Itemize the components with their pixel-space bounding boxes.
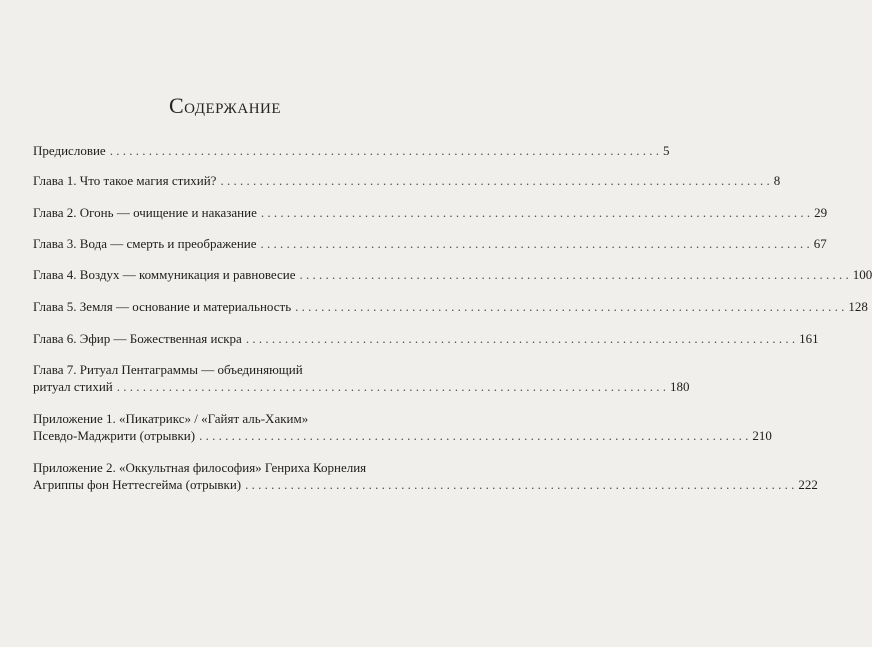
toc-entry-title: Глава 5. Земля — основание и материальность: [33, 299, 292, 314]
toc-page-number: 5: [662, 143, 670, 158]
toc-entry-title: Приложение 2. «Оккультная философия» Генриха Корнелия: [33, 460, 367, 475]
toc-entry-appendix-2: [33, 460, 818, 493]
toc-page-number: 222: [798, 476, 818, 492]
toc-entry-title-continued: Агриппы фон Неттесгейма (отрывки): [33, 476, 242, 492]
toc-entry-title: Глава 7. Ритуал Пентаграммы — объединяющий: [33, 362, 303, 377]
toc-page-number: 8: [773, 173, 781, 188]
toc-entry-preface: [33, 143, 669, 160]
toc-page-number: 100: [852, 267, 872, 282]
toc-page-number: 29: [814, 205, 828, 220]
dot-leader: [261, 236, 810, 253]
toc-entry-title: Глава 1. Что такое магия стихий?: [33, 173, 217, 188]
toc-entry-title: Предисловие: [33, 143, 106, 158]
page-title: Содержание: [168, 93, 282, 118]
toc-entry-chapter-7: [33, 362, 690, 395]
toc-entry-title: Приложение 1. «Пикатрикс» / «Гайят аль-Хаким»: [33, 411, 309, 426]
dot-leader: [117, 379, 666, 396]
toc-entry-title: Глава 4. Воздух — коммуникация и равновесие: [33, 267, 296, 282]
toc-entry-chapter-2: [33, 205, 828, 222]
toc-entry-chapter-3: [33, 236, 827, 253]
toc-entry-title: Глава 3. Вода — смерть и преображение: [33, 236, 257, 251]
toc-page-number: 180: [670, 378, 690, 394]
toc-page-number: 210: [752, 427, 772, 443]
toc-page-number: 128: [848, 299, 868, 314]
dot-leader: [199, 428, 748, 445]
toc-entry-title-continued: ритуал стихий: [33, 378, 113, 394]
toc-page-number: 161: [799, 331, 819, 346]
toc-entry-appendix-1: [33, 411, 772, 444]
toc-entry-chapter-5: [33, 299, 868, 316]
toc-page-number: 67: [813, 236, 827, 251]
dot-leader: [220, 173, 769, 190]
toc-entry-chapter-6: [33, 331, 819, 348]
dot-leader: [300, 267, 849, 284]
toc-entry-title: Глава 2. Огонь — очищение и наказание: [33, 205, 257, 220]
dot-leader: [261, 205, 810, 222]
toc-entry-title: Глава 6. Эфир — Божественная искра: [33, 331, 242, 346]
dot-leader: [110, 143, 659, 160]
dot-leader: [245, 477, 794, 494]
dot-leader: [246, 331, 795, 348]
toc-entry-chapter-1: [33, 173, 781, 190]
dot-leader: [295, 299, 844, 316]
toc-entry-chapter-4: [33, 267, 872, 284]
toc-entry-title-continued: Псевдо-Маджрити (отрывки): [33, 427, 196, 443]
